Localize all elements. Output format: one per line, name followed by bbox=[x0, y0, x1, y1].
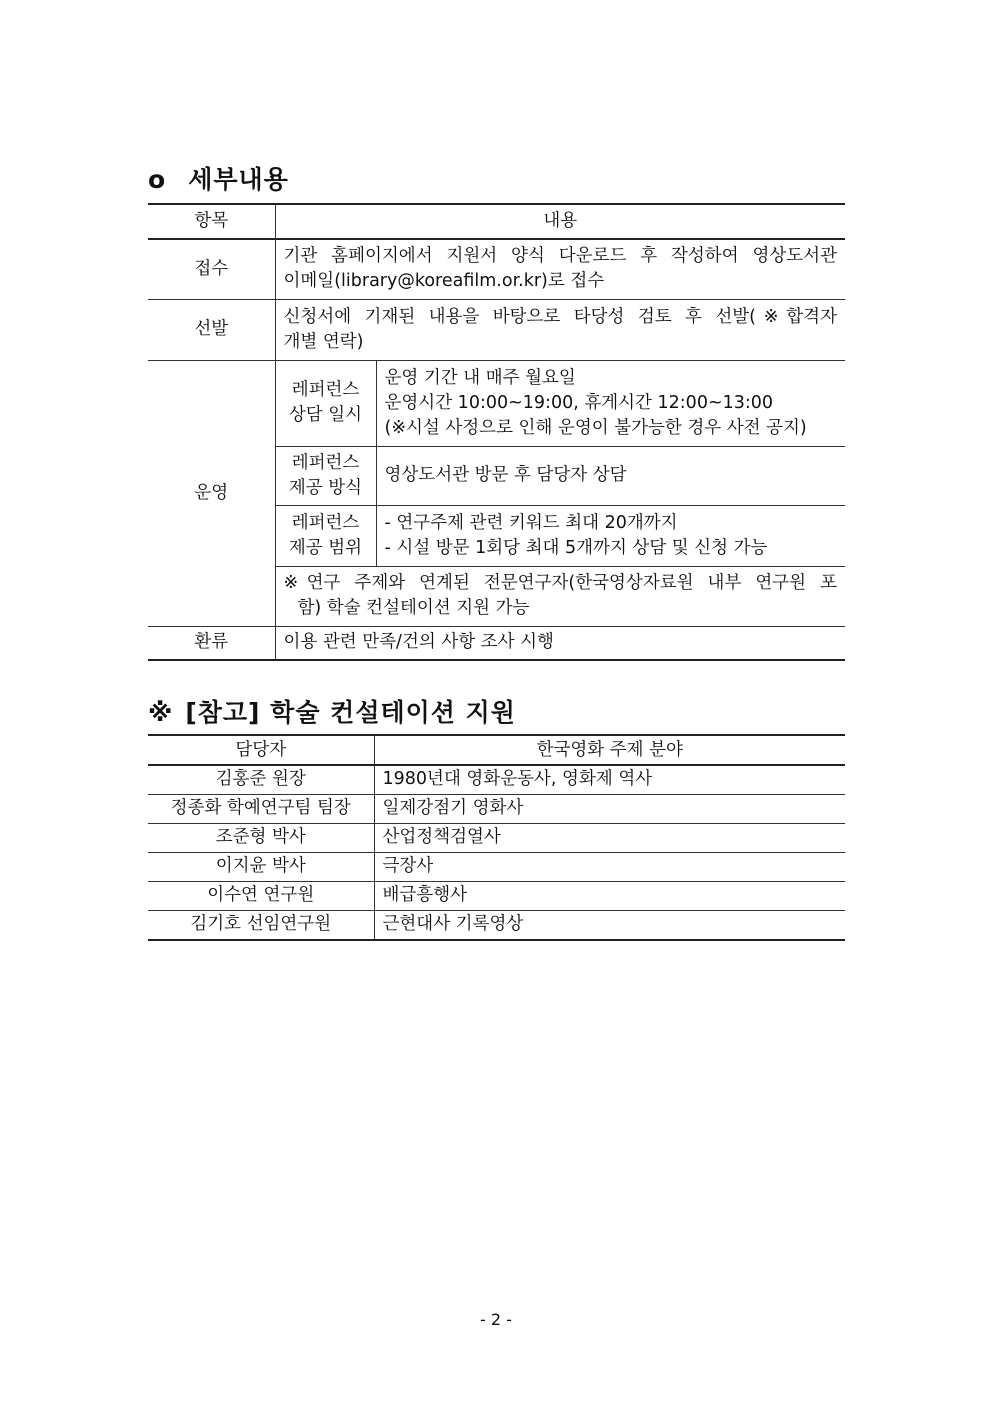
sub-label-method-line2: 제공 방식 bbox=[288, 477, 363, 498]
table-row bbox=[148, 881, 845, 910]
sub-label-schedule-line1: 레퍼런스 bbox=[291, 380, 360, 400]
field-cell: 극장사 bbox=[374, 852, 845, 881]
header-person: 담당자 bbox=[148, 735, 374, 765]
person-cell: 김홍준 원장 bbox=[148, 765, 374, 794]
sub-label-schedule-line2: 상담 일시 bbox=[288, 405, 363, 425]
header-content: 내용 bbox=[275, 204, 845, 239]
schedule-line2: 운영시간 10:00~19:00, 휴게시간 12:00~13:00 bbox=[384, 392, 774, 413]
sub-label-scope-line1: 레퍼런스 bbox=[291, 512, 360, 533]
field-cell: 일제강점기 영화사 bbox=[374, 794, 845, 823]
row-content-selection bbox=[275, 299, 845, 360]
selection-line2: 개별 연락) bbox=[283, 331, 364, 352]
header-field: 한국영화 주제 분야 bbox=[374, 735, 845, 765]
person-cell: 정종화 학예연구팀 팀장 bbox=[148, 794, 374, 823]
person-cell: 이지윤 박사 bbox=[148, 852, 374, 881]
person-cell: 조준형 박사 bbox=[148, 823, 374, 852]
selection-line1: 신청서에 기재된 내용을 바탕으로 타당성 검토 후 선발(※합격자 bbox=[283, 306, 837, 327]
section-bullet-note: ※ bbox=[148, 698, 174, 727]
sub-label-method-line1: 레퍼런스 bbox=[291, 452, 360, 473]
header-item: 항목 bbox=[148, 204, 275, 239]
person-cell: 이수연 연구원 bbox=[148, 881, 374, 910]
sub-content-scope bbox=[376, 505, 845, 566]
schedule-line1: 운영 기간 내 매주 월요일 bbox=[384, 367, 576, 388]
sub-label-method bbox=[275, 446, 376, 505]
row-label-feedback: 환류 bbox=[148, 626, 275, 660]
person-cell: 김기호 선임연구원 bbox=[148, 910, 374, 940]
row-label-selection: 선발 bbox=[148, 299, 275, 360]
table-row bbox=[148, 765, 845, 794]
row-content-reception bbox=[275, 239, 845, 299]
sub-content-method bbox=[376, 446, 845, 505]
details-header-row bbox=[148, 204, 845, 239]
table-row bbox=[148, 794, 845, 823]
scope-line2: - 시설 방문 1회당 최대 5개까지 상담 및 신청 가능 bbox=[384, 537, 768, 558]
row-feedback bbox=[148, 626, 845, 660]
reception-line2: 이메일(library@koreafilm.or.kr)로 접수 bbox=[283, 271, 605, 292]
table-row bbox=[148, 852, 845, 881]
method-line1: 영상도서관 방문 후 담당자 상담 bbox=[384, 465, 627, 485]
table-row bbox=[148, 823, 845, 852]
reception-line1: 기관 홈페이지에서 지원서 양식 다운로드 후 작성하여 영상도서관 bbox=[283, 246, 837, 267]
section-title-consultation bbox=[148, 693, 516, 729]
schedule-line3: (※시설 사정으로 인해 운영이 불가능한 경우 사전 공지) bbox=[384, 417, 807, 438]
field-cell: 1980년대 영화운동사, 영화제 역사 bbox=[374, 765, 845, 794]
details-table bbox=[148, 203, 845, 661]
sub-label-scope-line2: 제공 범위 bbox=[288, 537, 363, 558]
page-number: - 2 - bbox=[480, 1310, 512, 1329]
note-line2: 함) 학술 컨설테이션 지원 가능 bbox=[297, 598, 530, 618]
field-cell: 배급흥행사 bbox=[374, 881, 845, 910]
section-title-text: 세부내용 bbox=[188, 165, 289, 194]
sub-label-schedule bbox=[275, 360, 376, 446]
field-cell: 근현대사 기록영상 bbox=[374, 910, 845, 940]
row-reception bbox=[148, 239, 845, 299]
table-row bbox=[148, 910, 845, 940]
sub-content-schedule bbox=[376, 360, 845, 446]
note-line1: ※연구 주제와 연계된 전문연구자(한국영상자료원 내부 연구원 포 bbox=[283, 573, 837, 593]
field-cell: 산업정책검열사 bbox=[374, 823, 845, 852]
section-bullet: o bbox=[148, 165, 167, 194]
section-title-text: [참고] 학술 컨설테이션 지원 bbox=[185, 698, 516, 727]
row-label-reception: 접수 bbox=[148, 239, 275, 299]
operation-note bbox=[275, 566, 845, 626]
row-content-feedback: 이용 관련 만족/건의 사항 조사 시행 bbox=[275, 626, 845, 660]
consult-header-row bbox=[148, 735, 845, 765]
row-label-operation: 운영 bbox=[148, 360, 275, 626]
consultation-table bbox=[148, 734, 845, 941]
section-title-details bbox=[148, 160, 289, 196]
scope-line1: - 연구주제 관련 키워드 최대 20개까지 bbox=[384, 512, 678, 533]
sub-label-scope bbox=[275, 505, 376, 566]
row-selection bbox=[148, 299, 845, 360]
row-operation-schedule bbox=[148, 360, 845, 446]
